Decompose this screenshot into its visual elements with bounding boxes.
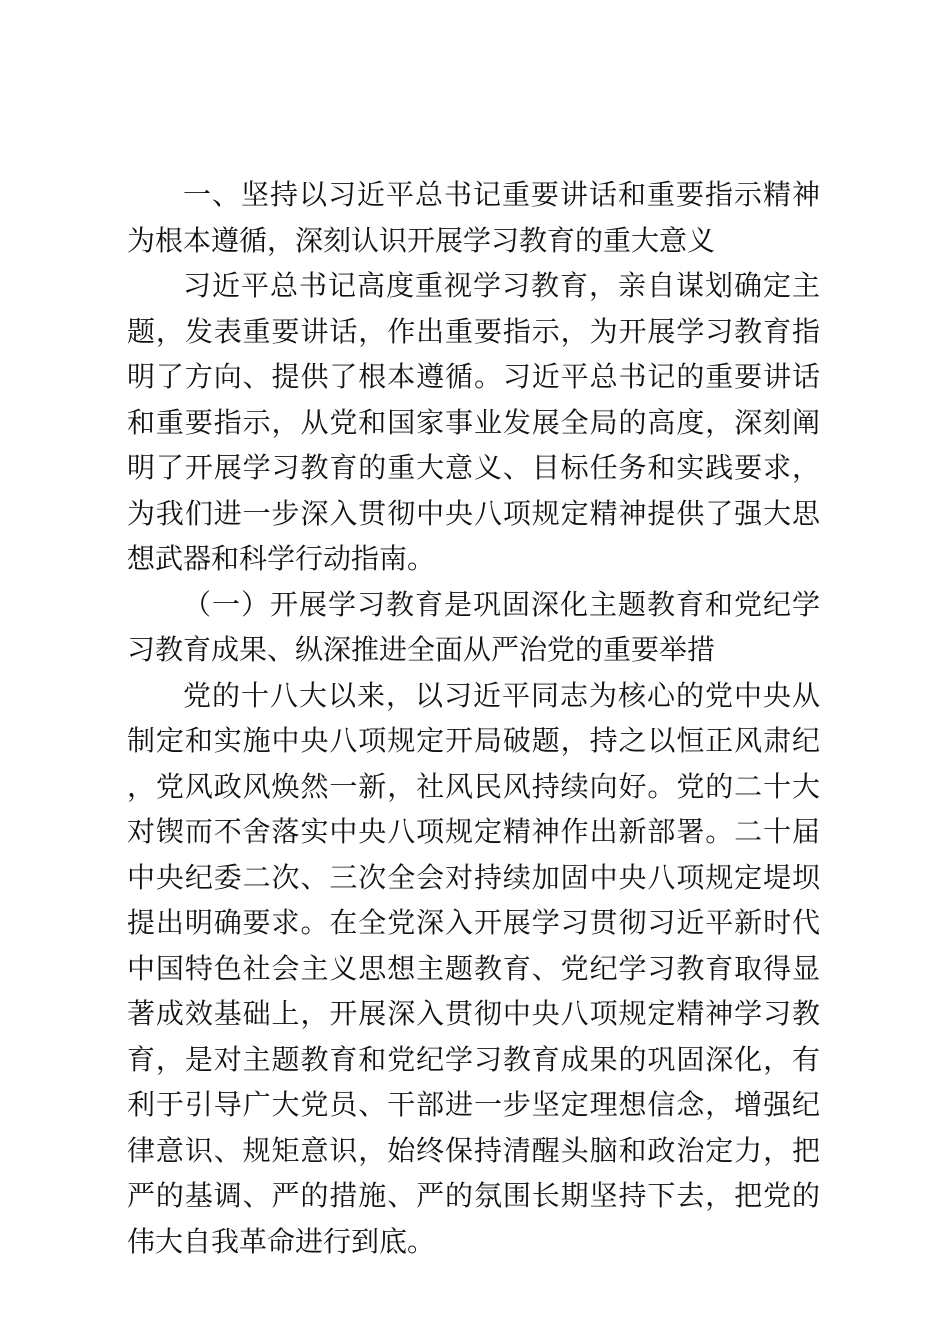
document-body bbox=[127, 172, 820, 1264]
section-heading: 一、坚持以习近平总书记重要讲话和重要指示精神为根本遵循，深刻认识开展学习教育的重大意义 bbox=[127, 178, 820, 257]
body-paragraph: 习近平总书记高度重视学习教育，亲自谋划确定主题，发表重要讲话，作出重要指示，为开展学习教育指明了方向、提供了根本遵循。习近平总书记的重要讲话和重要指示，从党和国家事业发展全局的高度，深刻阐明了开展学习教育的重大意义、目标任务和实践要求，为我们进一步深入贯彻中央八项规定精神提供了强大思想武器和科学行动指南。 bbox=[127, 269, 820, 575]
subsection-heading: （一）开展学习教育是巩固深化主题教育和党纪学习教育成果、纵深推进全面从严治党的重要举措 bbox=[127, 587, 820, 666]
body-paragraph: 党的十八大以来，以习近平同志为核心的党中央从制定和实施中央八项规定开局破题，持之以恒正风肃纪，党风政风焕然一新，社风民风持续向好。党的二十大对锲而不舍落实中央八项规定精神作出新部署。二十届中央纪委二次、三次全会对持续加固中央八项规定堤坝提出明确要求。在全党深入开展学习贯彻习近平新时代中国特色社会主义思想主题教育、党纪学习教育取得显著成效基础上，开展深入贯彻中央八项规定精神学习教育，是对主题教育和党纪学习教育成果的巩固深化，有利于引导广大党员、干部进一步坚定理想信念，增强纪律意识、规矩意识，始终保持清醒头脑和政治定力，把严的基调、严的措施、严的氛围长期坚持下去，把党的伟大自我革命进行到底。 bbox=[127, 678, 820, 1258]
